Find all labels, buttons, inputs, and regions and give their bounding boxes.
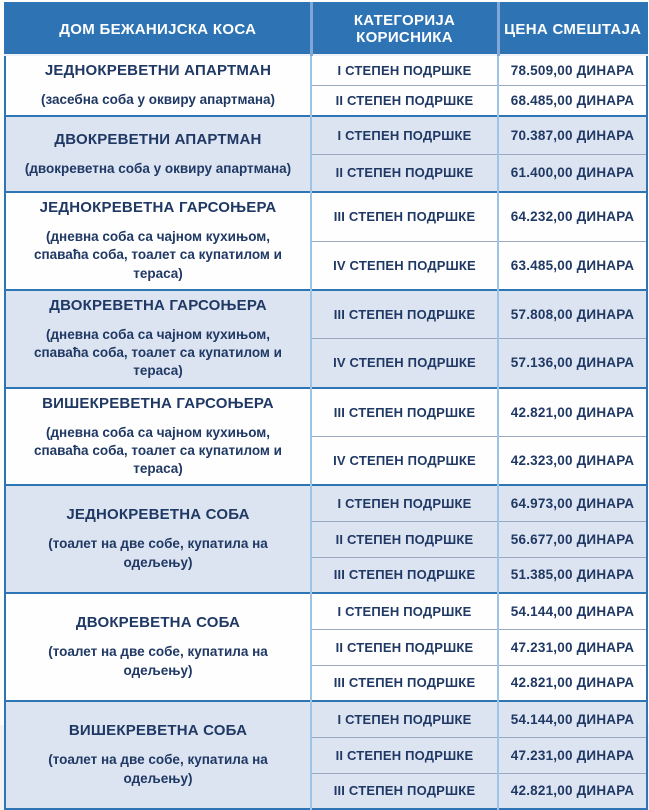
room-title: ВИШЕКРЕВЕТНА ГАРСОЊЕРА	[42, 394, 274, 412]
price-cell: 57.808,00 ДИНАРА	[498, 290, 647, 339]
price-cell: 56.677,00 ДИНАРА	[498, 521, 647, 557]
category-cell: I СТЕПЕН ПОДРШКЕ	[311, 116, 498, 154]
price-cell: 47.231,00 ДИНАРА	[498, 737, 647, 773]
category-cell: II СТЕПЕН ПОДРШКЕ	[311, 154, 498, 192]
room-subtitle: (тоалет на две собе, купатила на одељењу)	[48, 752, 268, 786]
category-cell: IV СТЕПЕН ПОДРШКЕ	[311, 339, 498, 388]
room-subtitle: (дневна соба са чајном кухињом, спаваћа соба, тоалет са купатилом и тераса)	[34, 326, 282, 379]
table-row	[5, 55, 647, 86]
price-cell: 64.232,00 ДИНАРА	[498, 192, 647, 241]
room-title: ВИШЕКРЕВЕТНА СОБА	[68, 722, 248, 740]
category-cell: I СТЕПЕН ПОДРШКЕ	[311, 485, 498, 521]
header-row	[5, 3, 647, 55]
room-title: ЈЕДНОКРЕВЕТНА ГАРСОЊЕРА	[39, 199, 277, 217]
category-cell: I СТЕПЕН ПОДРШКЕ	[311, 593, 498, 629]
room-subtitle: (дневна соба са чајном кухињом, спаваћа соба, тоалет са купатилом и тераса)	[34, 424, 282, 476]
price-cell: 64.973,00 ДИНАРА	[498, 485, 647, 521]
price-table	[4, 2, 648, 810]
category-cell: II СТЕПЕН ПОДРШКЕ	[311, 521, 498, 557]
table-row	[5, 485, 647, 521]
category-cell: III СТЕПЕН ПОДРШКЕ	[311, 665, 498, 701]
category-cell: II СТЕПЕН ПОДРШКЕ	[311, 629, 498, 665]
table-row	[5, 388, 647, 437]
category-cell: III СТЕПЕН ПОДРШКЕ	[311, 388, 498, 437]
room-subtitle: (тоалет на две собе, купатила на одељењу)	[48, 536, 268, 570]
price-cell: 68.485,00 ДИНАРА	[498, 86, 647, 117]
room-type-cell	[5, 192, 311, 290]
price-cell: 42.323,00 ДИНАРА	[498, 436, 647, 485]
category-cell: IV СТЕПЕН ПОДРШКЕ	[311, 436, 498, 485]
price-cell: 78.509,00 ДИНАРА	[510, 63, 635, 79]
room-title: ДВОКРЕВЕТНА СОБА	[75, 614, 241, 632]
price-cell: 51.385,00 ДИНАРА	[498, 557, 647, 593]
header-accommodation-price: ЦЕНА СМЕШТАЈА	[498, 3, 647, 55]
category-cell: IV СТЕПЕН ПОДРШКЕ	[311, 241, 498, 290]
category-cell: II СТЕПЕН ПОДРШКЕ	[311, 737, 498, 773]
table-row	[5, 593, 647, 629]
room-title: ЈЕДНОКРЕВЕТНА СОБА	[66, 506, 250, 524]
header-user-category: КАТЕГОРИЈА КОРИСНИКА	[311, 3, 498, 55]
room-subtitle: (дневна соба са чајном кухињом, спаваћа соба, тоалет са купатилом и тераса)	[34, 229, 282, 281]
price-cell: 42.821,00 ДИНАРА	[498, 665, 647, 701]
room-type-cell	[5, 290, 311, 388]
category-cell: II СТЕПЕН ПОДРШКЕ	[311, 86, 498, 117]
table-row	[5, 290, 647, 339]
room-type-cell	[5, 593, 311, 701]
price-cell: 61.400,00 ДИНАРА	[498, 154, 647, 192]
price-cell: 54.144,00 ДИНАРА	[498, 701, 647, 737]
room-title: ДВОКРЕВЕТНА ГАРСОЊЕРА	[49, 296, 267, 314]
table-body	[5, 55, 647, 809]
price-cell: 42.821,00 ДИНАРА	[498, 388, 647, 437]
room-type-cell	[5, 116, 311, 192]
table-header	[5, 3, 647, 55]
room-title: ЈЕДНОКРЕВЕТНИ АПАРТМАН	[44, 62, 272, 79]
table-row	[5, 701, 647, 737]
room-subtitle: (двокреветна соба у оквиру апартмана)	[24, 160, 292, 176]
table-row	[5, 192, 647, 241]
category-cell: III СТЕПЕН ПОДРШКЕ	[311, 557, 498, 593]
category-cell: III СТЕПЕН ПОДРШКЕ	[311, 290, 498, 339]
table-row	[5, 116, 647, 154]
price-cell: 57.136,00 ДИНАРА	[498, 339, 647, 388]
price-cell: 47.231,00 ДИНАРА	[498, 629, 647, 665]
room-type-cell	[5, 701, 311, 809]
room-type-cell	[5, 388, 311, 486]
category-cell: I СТЕПЕН ПОДРШКЕ	[311, 701, 498, 737]
price-cell: 70.387,00 ДИНАРА	[498, 116, 647, 154]
category-cell: I СТЕПЕН ПОДРШКЕ	[311, 55, 498, 86]
price-cell: 54.144,00 ДИНАРА	[498, 593, 647, 629]
category-cell: III СТЕПЕН ПОДРШКЕ	[311, 192, 498, 241]
room-subtitle: (тоалет на две собе, купатила на одељењу)	[48, 644, 268, 678]
room-subtitle: (засебна соба у оквиру апартмана)	[41, 92, 275, 107]
room-type-cell	[5, 55, 311, 116]
header-facility-name: ДОМ БЕЖАНИЈСКА КОСА	[5, 3, 311, 55]
room-type-cell	[5, 485, 311, 593]
room-title: ДВОКРЕВЕТНИ АПАРТМАН	[54, 130, 262, 148]
price-cell: 63.485,00 ДИНАРА	[498, 241, 647, 290]
price-cell: 42.821,00 ДИНАРА	[498, 773, 647, 809]
category-cell: III СТЕПЕН ПОДРШКЕ	[311, 773, 498, 809]
